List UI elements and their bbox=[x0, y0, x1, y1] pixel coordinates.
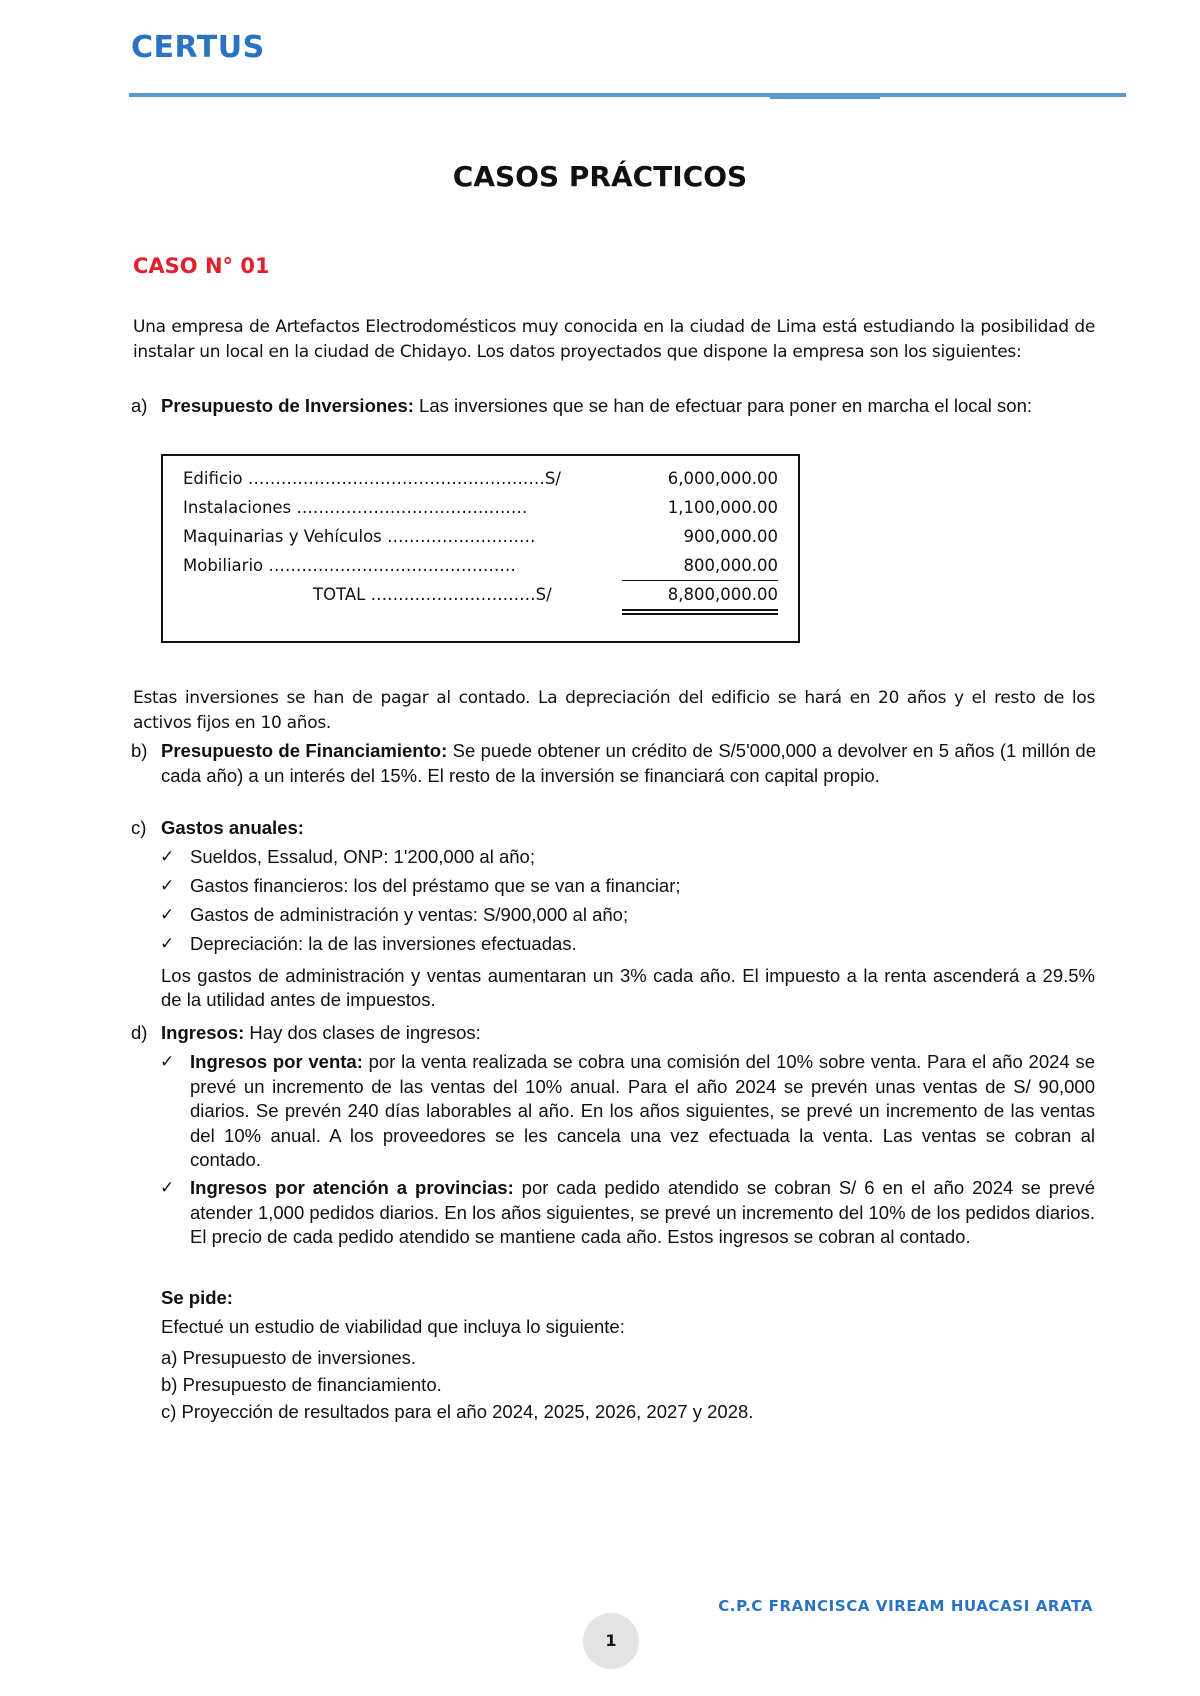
list-item-text: Sueldos, Essalud, ONP: 1'200,000 al año; bbox=[190, 846, 535, 867]
section-a bbox=[131, 394, 1096, 419]
section-a-heading: Presupuesto de Inversiones: bbox=[161, 395, 414, 416]
investment-row bbox=[183, 556, 778, 580]
author-footer: C.P.C FRANCISCA VIREAM HUACASI ARATA bbox=[718, 1597, 1093, 1615]
section-a-text: Las inversiones que se han de efectuar para poner en marcha el local son: bbox=[413, 395, 1033, 416]
investment-label: Maquinarias y Vehículos ……………………… bbox=[183, 527, 536, 546]
investment-amount: 800,000.00 bbox=[683, 556, 778, 575]
request-item: a) Presupuesto de inversiones. bbox=[161, 1347, 417, 1368]
page-title: CASOS PRÁCTICOS bbox=[452, 160, 748, 193]
checkmark-icon: ✓ bbox=[160, 905, 175, 925]
list-item bbox=[160, 874, 1095, 899]
section-b-marker: b) bbox=[131, 740, 148, 761]
investment-amount: 6,000,000.00 bbox=[667, 469, 778, 488]
investment-row bbox=[183, 498, 778, 522]
list-item bbox=[160, 903, 1095, 928]
list-item bbox=[160, 1050, 1095, 1173]
investment-total-amount: 8,800,000.00 bbox=[667, 585, 778, 604]
investment-total-label: TOTAL …………………………S/ bbox=[313, 585, 552, 604]
investment-amount: 900,000.00 bbox=[683, 527, 778, 546]
list-item bbox=[160, 1176, 1095, 1250]
subtotal-rule bbox=[622, 580, 778, 581]
section-c-heading: Gastos anuales: bbox=[161, 817, 304, 838]
request-intro: Efectué un estudio de viabilidad que incluya lo siguiente: bbox=[161, 1316, 625, 1337]
investment-row bbox=[183, 469, 778, 493]
income-provinces-heading: Ingresos por atención a provincias: bbox=[190, 1177, 514, 1198]
income-provinces-text: por cada pedido atendido se cobran S/ 6 en el año 2024 se prevé atender 1,000 pedidos diarios. En los años siguientes, se prevé un incremento del 10% de los pedidos diarios. El precio de cada pedido atendido se mantiene cada año. Estos ingresos se cobran al contado. bbox=[190, 1177, 1095, 1248]
income-sales-heading: Ingresos por venta: bbox=[190, 1051, 363, 1072]
expenses-note: Los gastos de administración y ventas aumentaran un 3% cada año. El impuesto a la renta ascenderá a 29.5% de la utilidad antes de impuestos. bbox=[161, 965, 1095, 1010]
investment-row bbox=[183, 527, 778, 551]
section-d-heading: Ingresos: bbox=[161, 1022, 245, 1043]
total-rule-1 bbox=[622, 609, 778, 611]
checkmark-icon: ✓ bbox=[160, 1178, 175, 1198]
section-b-heading: Presupuesto de Financiamiento: bbox=[161, 740, 448, 761]
payment-note: Estas inversiones se han de pagar al contado. La depreciación del edificio se hará en 20 años y el resto de los activos fijos en 10 años. bbox=[133, 688, 1095, 733]
request-heading: Se pide: bbox=[161, 1287, 233, 1308]
investment-amount: 1,100,000.00 bbox=[667, 498, 778, 517]
section-d-marker: d) bbox=[131, 1022, 148, 1043]
intro-paragraph: Una empresa de Artefactos Electrodomésticos muy conocida en la ciudad de Lima está estudiando la posibilidad de instalar un local en la ciudad de Chidayo. Los datos proyectados que dispone la empresa son los siguientes: bbox=[133, 317, 1095, 362]
list-item-text: Gastos de administración y ventas: S/900,000 al año; bbox=[190, 904, 629, 925]
list-item bbox=[160, 932, 1095, 957]
page-number: 1 bbox=[583, 1613, 639, 1669]
list-item-text: Depreciación: la de las inversiones efectuadas. bbox=[190, 933, 577, 954]
section-d bbox=[131, 1021, 1096, 1046]
total-rule-2 bbox=[622, 613, 778, 615]
investment-total-row bbox=[183, 585, 778, 609]
section-b-text: Se puede obtener un crédito de S/5'000,000 a devolver en 5 años (1 millón de cada año) a un interés del 15%. El resto de la inversión se financiará con capital propio. bbox=[161, 740, 1096, 786]
list-item-text: Gastos financieros: los del préstamo que se van a financiar; bbox=[190, 875, 681, 896]
section-c-marker: c) bbox=[131, 817, 147, 838]
section-d-text: Hay dos clases de ingresos: bbox=[244, 1022, 481, 1043]
list-item bbox=[160, 845, 1095, 870]
request-item: c) Proyección de resultados para el año 2024, 2025, 2026, 2027 y 2028. bbox=[161, 1401, 754, 1422]
certus-logo: CERTUS bbox=[131, 30, 265, 65]
investment-label: Mobiliario ……………………………………… bbox=[183, 556, 516, 575]
checkmark-icon: ✓ bbox=[160, 934, 175, 954]
checkmark-icon: ✓ bbox=[160, 847, 175, 867]
income-sales-text: por la venta realizada se cobra una comisión del 10% sobre venta. Para el año 2024 se prevé un incremento de las ventas del 10% anual. Para el año 2024 se prevén unas ventas de S/ 90,000 diarios. Se prevén 240 días laborables al año. En los años siguientes, se prevé un incremento de las ventas del 10% anual. A los proveedores se les cancela una vez efectuada la venta. Las ventas se cobran al contado. bbox=[190, 1051, 1095, 1171]
header-rule bbox=[129, 93, 1126, 97]
header-rule-accent bbox=[770, 97, 880, 99]
investment-label: Edificio ………………………………………………S/ bbox=[183, 469, 561, 488]
checkmark-icon: ✓ bbox=[160, 876, 175, 896]
case-label: CASO N° 01 bbox=[133, 254, 270, 278]
request-item: b) Presupuesto de financiamiento. bbox=[161, 1374, 442, 1395]
section-b bbox=[131, 739, 1096, 788]
request-section bbox=[161, 1286, 1095, 1425]
investment-label: Instalaciones …………………………………… bbox=[183, 498, 528, 517]
checkmark-icon: ✓ bbox=[160, 1052, 175, 1072]
section-c bbox=[131, 816, 1096, 841]
section-a-marker: a) bbox=[131, 395, 148, 416]
